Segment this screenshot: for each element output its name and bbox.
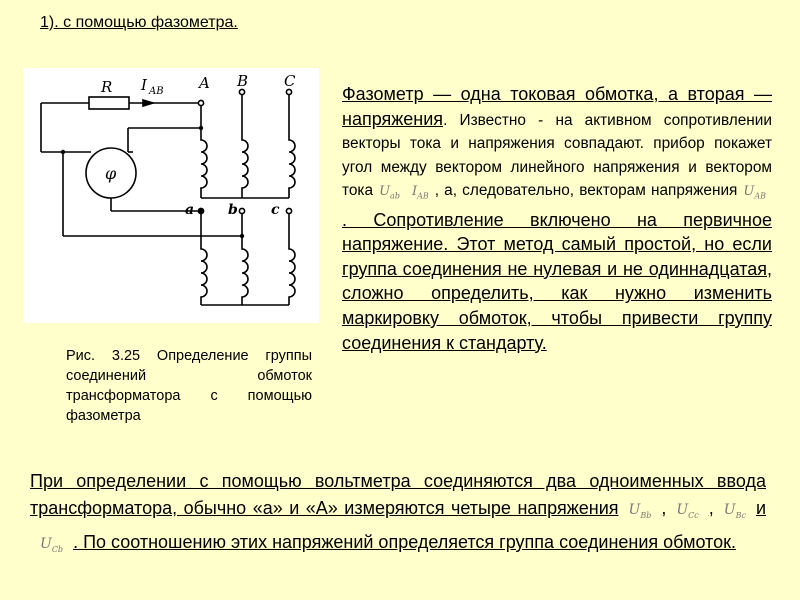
symbol-u-ab: $U_{ab}$	[379, 184, 400, 201]
symbol-u-cb: $U_{Cb}$	[40, 535, 64, 554]
separator-and: и	[755, 497, 766, 518]
bottom-paragraph	[30, 468, 766, 563]
label-B: B	[237, 72, 249, 90]
label-current-sub: AB	[149, 86, 164, 97]
symbol-u-AB: $U_{AB}$	[743, 184, 766, 201]
right-text-part-4: . Сопротивление включено на первичное напряжение. Этот метод самый простой, но если группа соединения не нулевая и не одиннадцатая, сложно определить, как нужно изменить маркировку обмоток, чтобы привести группу соединения к стандарту.	[342, 209, 772, 353]
label-current: I	[141, 76, 147, 94]
label-a: a	[185, 202, 195, 218]
right-text-part-3: , а, следовательно, векторам напряжения	[434, 182, 738, 200]
separator-comma-2: ,	[708, 497, 714, 518]
symbol-u-bc: $U_{Bc}$	[723, 501, 746, 520]
terminal-B	[239, 89, 244, 94]
label-c: c	[271, 202, 280, 218]
symbol-u-cc: $U_{Cc}$	[676, 501, 699, 520]
label-phi: φ	[105, 164, 117, 183]
label-R: R	[101, 78, 113, 96]
label-A: A	[199, 74, 210, 92]
resistor	[89, 97, 129, 109]
phasemeter-definition: Фазометр — одна токовая обмотка, а вторая — напряжения	[342, 84, 772, 129]
terminal-C	[286, 89, 291, 94]
phasemeter-circuit-diagram	[23, 68, 319, 323]
section-heading: 1). с помощью фазометра.	[40, 14, 238, 31]
terminal-b	[239, 208, 244, 213]
terminal-A	[198, 100, 203, 105]
separator-comma-1: ,	[661, 497, 667, 518]
symbol-u-bb: $U_{Bb}$	[628, 501, 652, 520]
label-C: C	[284, 72, 296, 90]
right-paragraph	[342, 83, 772, 356]
terminal-c	[286, 208, 291, 213]
figure-caption: Рис. 3.25 Определение группы соединений обмоток трансформатора с помощью фазометра	[66, 348, 312, 424]
symbol-i-ab: $I_{AB}$	[411, 184, 429, 201]
circuit-svg	[23, 68, 319, 323]
current-arrow	[143, 100, 153, 106]
bottom-text-part-5: . По соотношению этих напряжений определяется группа соединения обмоток.	[73, 531, 736, 552]
bottom-text-part-1: При определении с помощью вольтметра соединяются два одноименных ввода трансформатора, обычно «а» и «А» измеряются четыре напряжения	[30, 471, 766, 518]
right-text-part-2: . Известно - на активном сопротивлении векторы тока и напряжения совпадают. прибор покажет угол между вектором линейного напряжения и вектором тока	[342, 111, 772, 200]
label-b: b	[228, 202, 238, 218]
